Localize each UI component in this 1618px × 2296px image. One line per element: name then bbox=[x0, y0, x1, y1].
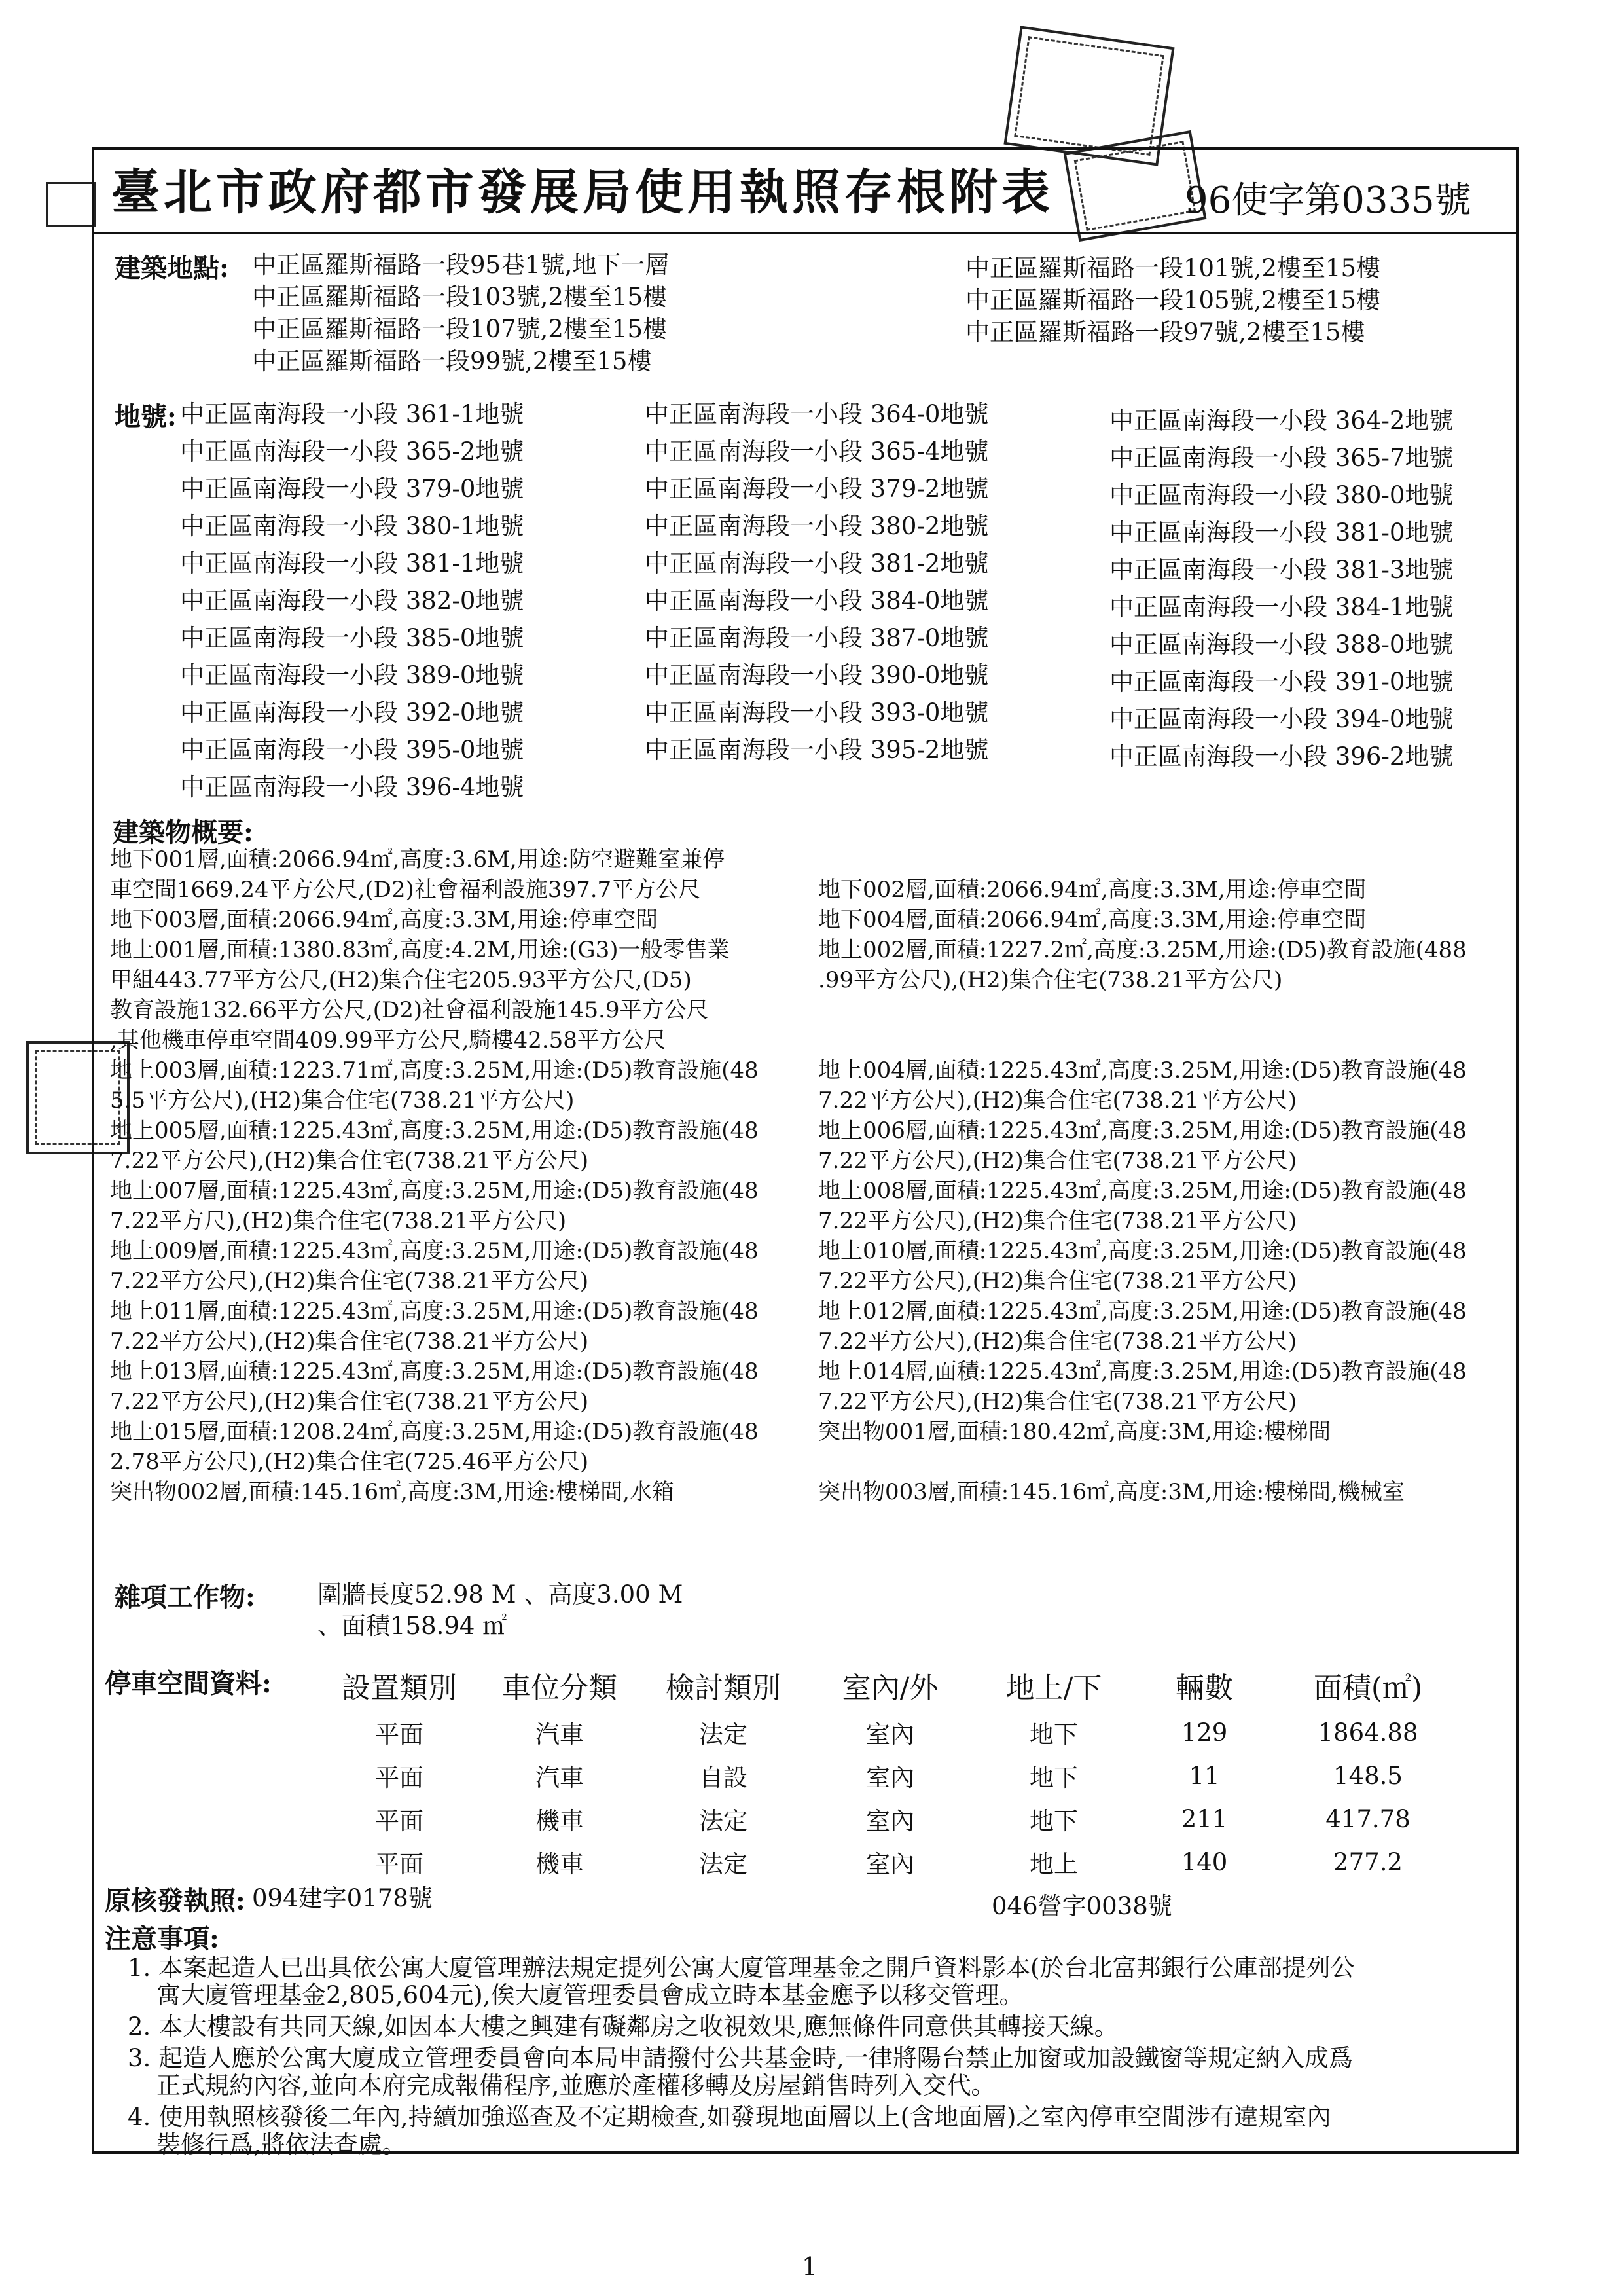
floor-entry: 地上009層,面積:1225.43㎡,高度:3.25M,用途:(D5)教育設施(48 7.22平方公尺),(H2)集合住宅(738.21平方公尺) bbox=[110, 1238, 759, 1294]
col-header: 室內/外 bbox=[842, 1671, 939, 1705]
original-permit-value-1: 094建字0178號 bbox=[252, 1884, 433, 1912]
floor-entry: 地上008層,面積:1225.43㎡,高度:3.25M,用途:(D5)教育設施(48 7.22平方公尺),(H2)集合住宅(738.21平方公尺) bbox=[818, 1178, 1467, 1234]
floor-entry: 地上013層,面積:1225.43㎡,高度:3.25M,用途:(D5)教育設施(48 7.22平方公尺),(H2)集合住宅(738.21平方公尺) bbox=[110, 1358, 759, 1415]
floor-entry: 地上001層,面積:1380.83㎡,高度:4.2M,用途:(G3)一般零售業 甲組443.77平方公尺,(H2)集合住宅205.93平方公尺,(D5) 教育設施132.66平方公尺,(D2)社會福利設施145.9平方公尺 ,其他機車停車空間409.99平方公尺,騎樓42.58平方公尺 bbox=[110, 937, 730, 1053]
floor-entry: 地上011層,面積:1225.43㎡,高度:3.25M,用途:(D5)教育設施(48 7.22平方公尺),(H2)集合住宅(738.21平方公尺) bbox=[110, 1298, 759, 1355]
floor-entry: 地下004層,面積:2066.94㎡,高度:3.3M,用途:停車空間 bbox=[818, 907, 1367, 933]
lot-item: 中正區南海段一小段 384-1地號 bbox=[1109, 593, 1454, 621]
lot-item: 中正區南海段一小段 380-2地號 bbox=[645, 512, 989, 540]
floor-entry: 地上012層,面積:1225.43㎡,高度:3.25M,用途:(D5)教育設施(48 7.22平方公尺),(H2)集合住宅(738.21平方公尺) bbox=[818, 1298, 1467, 1355]
lot-item: 中正區南海段一小段 381-3地號 bbox=[1109, 556, 1454, 584]
floor-entry: 突出物002層,面積:145.16㎡,高度:3M,用途:樓梯間,水箱 bbox=[110, 1479, 674, 1505]
floor-entry: 地下002層,面積:2066.94㎡,高度:3.3M,用途:停車空間 bbox=[818, 877, 1367, 903]
lots-col-1 bbox=[180, 395, 524, 806]
floor-entry: 地上003層,面積:1223.71㎡,高度:3.25M,用途:(D5)教育設施(48 5.5平方公尺),(H2)集合住宅(738.21平方公尺) bbox=[110, 1057, 759, 1114]
notes-label: 注意事項: bbox=[105, 1923, 219, 1954]
floor-entry: 突出物003層,面積:145.16㎡,高度:3M,用途:樓梯間,機械室 bbox=[818, 1479, 1405, 1505]
lot-item: 中正區南海段一小段 389-0地號 bbox=[180, 661, 524, 689]
lot-item: 中正區南海段一小段 365-4地號 bbox=[645, 437, 989, 465]
table-row: 平面 汽車 自設 室內 地下 11 148.5 bbox=[375, 1761, 1403, 1792]
lot-item: 中正區南海段一小段 392-0地號 bbox=[180, 699, 524, 727]
site-right-list bbox=[965, 252, 1380, 348]
lot-item: 中正區南海段一小段 361-1地號 bbox=[180, 400, 524, 428]
lot-item: 中正區南海段一小段 395-2地號 bbox=[645, 736, 989, 764]
note-item: 4. 使用執照核發後二年內,持續加強巡查及不定期檢查,如發現地面層以上(含地面層)之室內停車空間涉有違規室內 裝修行爲,將依法查處。 bbox=[128, 2103, 1331, 2159]
notes-list bbox=[128, 1954, 1509, 2159]
misc-label: 雜項工作物: bbox=[115, 1582, 255, 1613]
permit-number: 96使字第0335號 bbox=[1185, 179, 1471, 222]
floor-entry: 地下001層,面積:2066.94㎡,高度:3.6M,用途:防空避難室兼停 車空間1669.24平方公尺,(D2)社會福利設施397.7平方公尺 bbox=[110, 847, 725, 903]
building-right-column bbox=[818, 845, 1512, 1507]
page-number: 1 bbox=[802, 2252, 818, 2281]
floor-entry: 地上002層,面積:1227.2㎡,高度:3.25M,用途:(D5)教育設施(488 .99平方公尺),(H2)集合住宅(738.21平方公尺) bbox=[818, 937, 1467, 993]
lot-item: 中正區南海段一小段 396-4地號 bbox=[180, 773, 524, 801]
lot-item: 中正區南海段一小段 396-2地號 bbox=[1109, 742, 1454, 771]
col-header: 車位分類 bbox=[502, 1671, 617, 1705]
building-left-column bbox=[110, 845, 823, 1507]
col-header: 檢討類別 bbox=[666, 1671, 781, 1705]
col-header: 地上/下 bbox=[1005, 1671, 1102, 1705]
lots-col-2 bbox=[645, 395, 988, 769]
col-header: 輛數 bbox=[1176, 1671, 1233, 1705]
parking-table bbox=[321, 1660, 1460, 1884]
lots-label: 地號: bbox=[115, 401, 177, 432]
parking-label: 停車空間資料: bbox=[105, 1668, 272, 1699]
lot-item: 中正區南海段一小段 390-0地號 bbox=[645, 661, 989, 689]
lot-item: 中正區南海段一小段 394-0地號 bbox=[1109, 705, 1454, 733]
floor-entry: 地上007層,面積:1225.43㎡,高度:3.25M,用途:(D5)教育設施(48 7.22平方尺),(H2)集合住宅(738.21平方公尺) bbox=[110, 1178, 759, 1234]
misc-line-2: 、面積158.94 ㎡ bbox=[317, 1612, 507, 1640]
site-left-list bbox=[252, 249, 669, 377]
original-permit-label: 原核發執照: bbox=[105, 1886, 245, 1916]
original-permit-value-2: 046營字0038號 bbox=[992, 1892, 1172, 1920]
lot-item: 中正區南海段一小段 382-0地號 bbox=[180, 587, 524, 615]
note-item: 1. 本案起造人已出具依公寓大廈管理辦法規定提列公寓大廈管理基金之開戶資料影本(於台北富邦銀行公庫部提列公 寓大廈管理基金2,805,604元),俟大廈管理委員會成立時本基金應予以移交管理。 bbox=[128, 1954, 1355, 2009]
floor-entry: 地上015層,面積:1208.24㎡,高度:3.25M,用途:(D5)教育設施(48 2.78平方公尺),(H2)集合住宅(725.46平方公尺) bbox=[110, 1419, 759, 1475]
lot-item: 中正區南海段一小段 379-0地號 bbox=[180, 475, 524, 503]
floor-entry: 地上010層,面積:1225.43㎡,高度:3.25M,用途:(D5)教育設施(48 7.22平方公尺),(H2)集合住宅(738.21平方公尺) bbox=[818, 1238, 1467, 1294]
table-row: 平面 機車 法定 室內 地上 140 277.2 bbox=[375, 1848, 1403, 1878]
document-title: 臺北市政府都市發展局使用執照存根附表 bbox=[111, 164, 1054, 221]
floor-entry: 地下003層,面積:2066.94㎡,高度:3.3M,用途:停車空間 bbox=[110, 907, 658, 933]
lot-item: 中正區南海段一小段 388-0地號 bbox=[1109, 630, 1454, 659]
lot-item: 中正區南海段一小段 365-2地號 bbox=[180, 437, 524, 465]
site-address: 中正區羅斯福路一段97號,2樓至15樓 bbox=[965, 318, 1365, 346]
site-address: 中正區羅斯福路一段105號,2樓至15樓 bbox=[965, 286, 1381, 314]
col-header: 設置類別 bbox=[342, 1671, 457, 1705]
floor-entry: 突出物001層,面積:180.42㎡,高度:3M,用途:樓梯間 bbox=[818, 1419, 1331, 1445]
floor-entry: 地上005層,面積:1225.43㎡,高度:3.25M,用途:(D5)教育設施(48 7.22平方公尺),(H2)集合住宅(738.21平方公尺) bbox=[110, 1118, 759, 1174]
lot-item: 中正區南海段一小段 387-0地號 bbox=[645, 624, 989, 652]
lot-item: 中正區南海段一小段 391-0地號 bbox=[1109, 668, 1454, 696]
table-row: 平面 機車 法定 室內 地下 211 417.78 bbox=[375, 1804, 1411, 1835]
title-mark bbox=[46, 182, 96, 227]
lot-item: 中正區南海段一小段 395-0地號 bbox=[180, 736, 524, 764]
site-address: 中正區羅斯福路一段107號,2樓至15樓 bbox=[252, 315, 668, 343]
lot-item: 中正區南海段一小段 381-0地號 bbox=[1109, 519, 1454, 547]
building-label: 建築物概要: bbox=[113, 817, 253, 848]
parking-header-row bbox=[321, 1660, 1460, 1711]
floor-entry: 地上006層,面積:1225.43㎡,高度:3.25M,用途:(D5)教育設施(48 7.22平方公尺),(H2)集合住宅(738.21平方公尺) bbox=[818, 1118, 1467, 1174]
note-item: 3. 起造人應於公寓大廈成立管理委員會向本局申請撥付公共基金時,一律將陽台禁止加窗或加設鐵窗等規定納入成爲 正式規約內容,並向本府完成報備程序,並應於產權移轉及房屋銷售時列入交代。 bbox=[128, 2044, 1353, 2100]
lot-item: 中正區南海段一小段 385-0地號 bbox=[180, 624, 524, 652]
site-address: 中正區羅斯福路一段103號,2樓至15樓 bbox=[252, 283, 668, 311]
lots-col-3 bbox=[1109, 402, 1453, 775]
site-label: 建築地點: bbox=[115, 253, 229, 283]
lot-item: 中正區南海段一小段 380-1地號 bbox=[180, 512, 524, 540]
lot-item: 中正區南海段一小段 381-2地號 bbox=[645, 549, 989, 577]
table-row: 平面 汽車 法定 室內 地下 129 1864.88 bbox=[375, 1718, 1418, 1749]
lot-item: 中正區南海段一小段 365-7地號 bbox=[1109, 444, 1454, 472]
lot-item: 中正區南海段一小段 381-1地號 bbox=[180, 549, 524, 577]
title-divider bbox=[94, 232, 1516, 234]
lot-item: 中正區南海段一小段 380-0地號 bbox=[1109, 481, 1454, 509]
site-address: 中正區羅斯福路一段101號,2樓至15樓 bbox=[965, 254, 1381, 282]
lot-item: 中正區南海段一小段 379-2地號 bbox=[645, 475, 989, 503]
col-header: 面積(㎡) bbox=[1313, 1671, 1423, 1705]
lot-item: 中正區南海段一小段 364-0地號 bbox=[645, 400, 989, 428]
lot-item: 中正區南海段一小段 384-0地號 bbox=[645, 587, 989, 615]
floor-entry: 地上004層,面積:1225.43㎡,高度:3.25M,用途:(D5)教育設施(48 7.22平方公尺),(H2)集合住宅(738.21平方公尺) bbox=[818, 1057, 1467, 1114]
lot-item: 中正區南海段一小段 393-0地號 bbox=[645, 699, 989, 727]
floor-entry: 地上014層,面積:1225.43㎡,高度:3.25M,用途:(D5)教育設施(48 7.22平方公尺),(H2)集合住宅(738.21平方公尺) bbox=[818, 1358, 1467, 1415]
misc-line-1: 圍牆長度52.98 M 、高度3.00 M bbox=[317, 1580, 683, 1609]
note-item: 2. 本大樓設有共同天線,如因本大樓之興建有礙鄰房之收視效果,應無條件同意供其轉接天線。 bbox=[128, 2013, 1119, 2041]
lot-item: 中正區南海段一小段 364-2地號 bbox=[1109, 407, 1454, 435]
site-address: 中正區羅斯福路一段95巷1號,地下一層 bbox=[252, 251, 670, 279]
site-address: 中正區羅斯福路一段99號,2樓至15樓 bbox=[252, 347, 652, 375]
